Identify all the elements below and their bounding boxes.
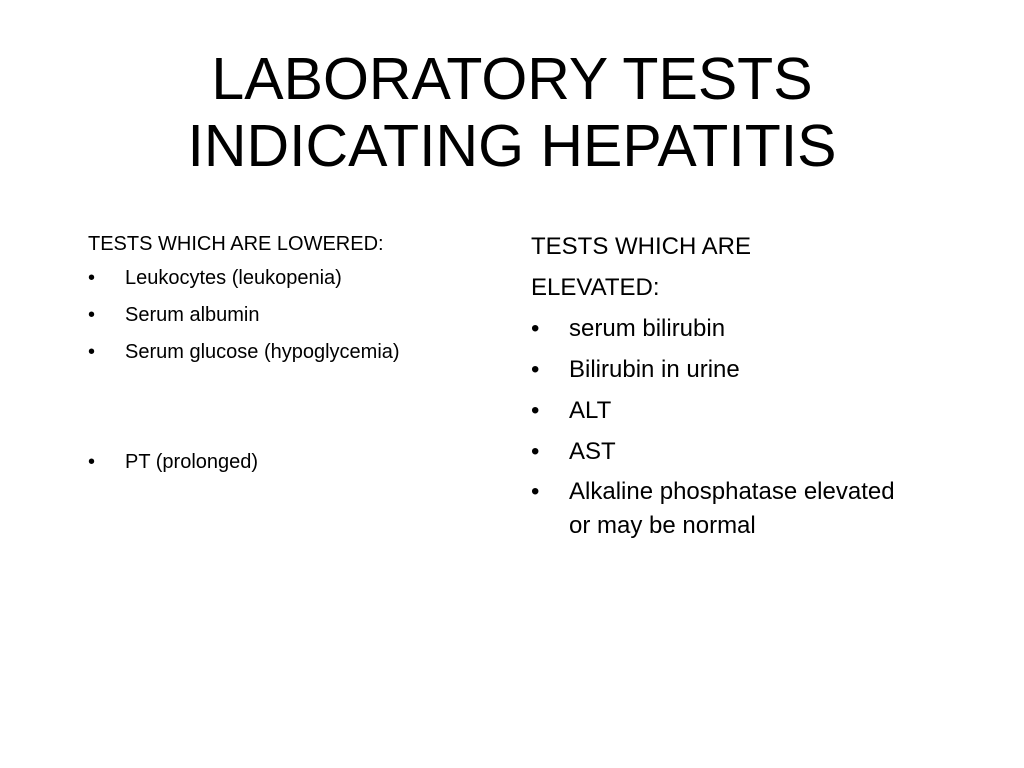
list-item-text: AST (569, 438, 616, 465)
bullet-icon: • (531, 397, 540, 424)
list-item-text: PT (prolonged) (125, 451, 259, 473)
elevated-tests-heading (531, 226, 1001, 308)
list-item-text: Alkaline phosphatase elevated or may be normal (569, 478, 895, 539)
list-item (531, 472, 1001, 543)
list-item (531, 349, 1001, 390)
slide-title-line-2: INDICATING HEPATITIS (187, 113, 837, 179)
bullet-icon: • (88, 304, 96, 326)
list-item-text: ALT (569, 397, 612, 424)
list-item (531, 308, 1001, 349)
elevated-tests-column (531, 226, 1001, 543)
list-item (531, 390, 1001, 431)
list-item (88, 444, 508, 481)
list-item-text: Serum albumin (125, 304, 260, 326)
lowered-tests-list (88, 260, 508, 481)
bullet-icon: • (531, 478, 540, 505)
list-item (88, 260, 508, 297)
list-item-text: Leukocytes (leukopenia) (125, 267, 342, 289)
list-item (88, 334, 508, 371)
list-item (88, 297, 508, 334)
slide-title-line-1: LABORATORY TESTS (211, 46, 813, 112)
elevated-tests-heading-line-1: TESTS WHICH ARE (531, 233, 752, 260)
bullet-icon: • (531, 315, 540, 342)
bullet-icon: • (531, 438, 540, 465)
list-item-text: serum bilirubin (569, 315, 726, 342)
bullet-icon: • (531, 356, 540, 383)
list-item-text: Bilirubin in urine (569, 356, 740, 383)
elevated-tests-list (531, 308, 1001, 543)
bullet-icon: • (88, 341, 96, 363)
list-item-text: Serum glucose (hypoglycemia) (125, 341, 400, 363)
list-item (531, 431, 1001, 472)
elevated-tests-heading-line-2: ELEVATED: (531, 274, 660, 301)
lowered-tests-heading: TESTS WHICH ARE LOWERED: (88, 233, 384, 255)
bullet-icon: • (88, 267, 96, 289)
bullet-icon: • (88, 451, 96, 473)
lowered-tests-column (88, 228, 508, 481)
slide-title (0, 46, 1024, 180)
